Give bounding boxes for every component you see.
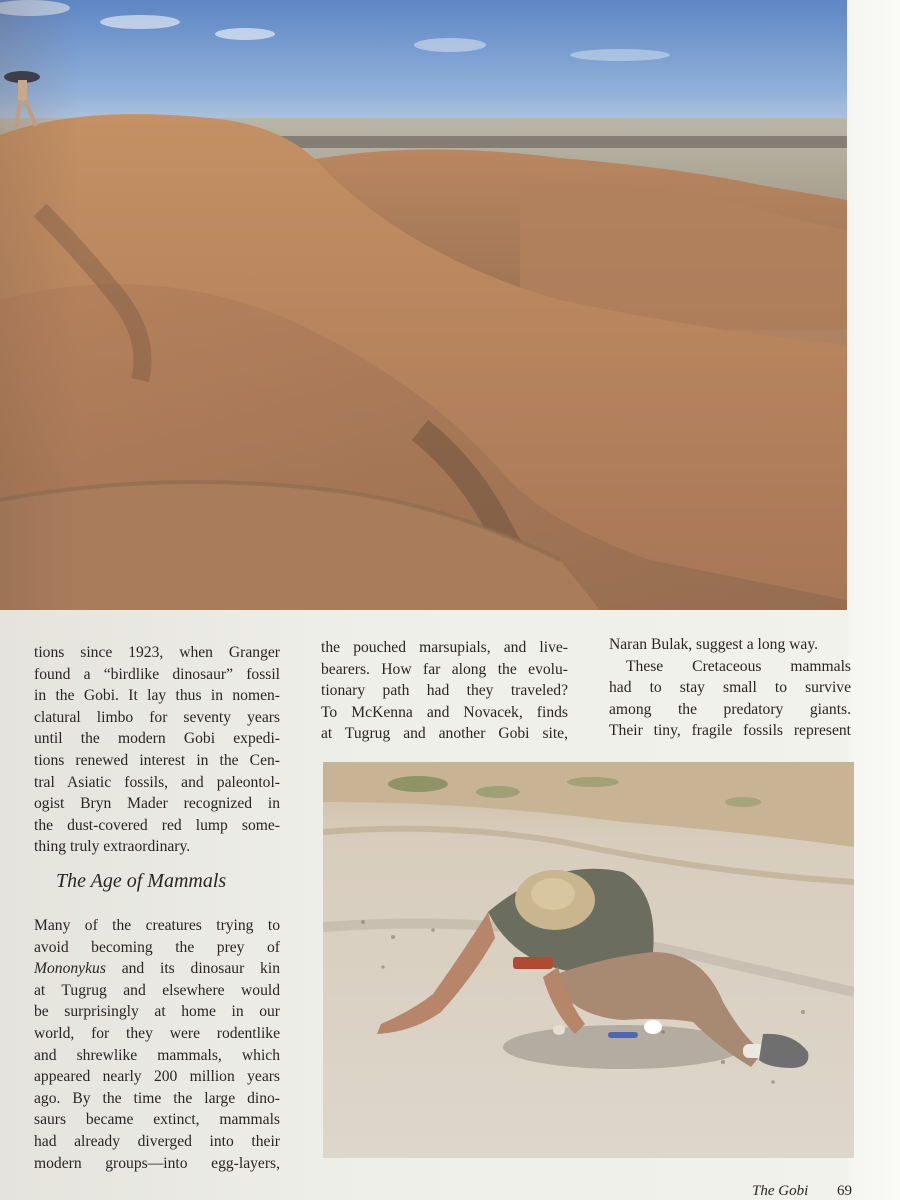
body-line: among the predatory giants.: [609, 700, 851, 718]
body-line: modern groups—into egg-layers,: [34, 1154, 280, 1172]
body-line: until the modern Gobi expedi-: [34, 730, 280, 748]
paleontologist-illustration: [323, 762, 854, 1158]
body-line: avoid becoming the prey of: [34, 938, 280, 956]
paragraph-first-line: These Cretaceous mammals: [626, 657, 851, 675]
body-line: at Tugrug and elsewhere would: [34, 981, 280, 999]
body-line: ago. By the time the large dino-: [34, 1089, 280, 1107]
body-line: tions renewed interest in the Cen-: [34, 751, 280, 769]
body-line: at Tugrug and another Gobi site,: [321, 725, 568, 743]
body-line: thing truly extraordinary.: [34, 838, 191, 856]
body-line: bearers. How far along the evolu-: [321, 660, 568, 678]
section-heading: The Age of Mammals: [56, 870, 227, 892]
body-line: tions since 1923, when Granger: [34, 644, 280, 661]
body-line: Many of the creatures trying to: [34, 917, 280, 934]
body-text-fragment: and its dinosaur kin: [105, 960, 280, 978]
body-line: had already diverged into their: [34, 1132, 280, 1150]
body-line: found a “birdlike dinosaur” fossil: [34, 665, 280, 683]
text-column-2: [321, 637, 568, 745]
body-line: To McKenna and Novacek, finds: [321, 703, 568, 721]
badlands-illustration: [0, 0, 847, 610]
body-line: be surprisingly at home in our: [34, 1003, 280, 1021]
body-line: saurs became extinct, mammals: [34, 1111, 280, 1129]
paleontologist-photo: [323, 762, 854, 1158]
body-line: ogist Bryn Mader recognized in: [34, 795, 280, 813]
running-title: The Gobi: [752, 1183, 809, 1199]
body-line: and shrewlike mammals, which: [34, 1046, 280, 1064]
page-number: 69: [837, 1183, 852, 1199]
body-line: the dust-covered red lump some-: [34, 816, 280, 834]
body-line: world, for they were rodentlike: [34, 1024, 280, 1042]
running-footer: [700, 1182, 860, 1200]
italic-genus-name: Mononykus: [34, 960, 106, 978]
body-line: Naran Bulak, suggest a long way.: [609, 636, 819, 653]
body-line: tral Asiatic fossils, and paleontol-: [34, 773, 280, 791]
body-line-with-italic: [34, 958, 280, 980]
body-line: appeared nearly 200 million years: [34, 1068, 280, 1086]
badlands-photo: [0, 0, 847, 610]
body-line: clatural limbo for seventy years: [34, 708, 280, 726]
text-column-3: [609, 634, 851, 742]
text-column-1-continued: [34, 915, 280, 1174]
text-column-1: [34, 642, 280, 858]
body-line: tionary path had they traveled?: [321, 682, 568, 700]
body-line: Their tiny, fragile fossils represent: [609, 722, 851, 740]
body-line: in the Gobi. It lay thus in nomen-: [34, 687, 280, 705]
body-line: the pouched marsupials, and live-: [321, 639, 568, 656]
body-line: had to stay small to survive: [609, 679, 851, 697]
page-margin: [848, 0, 900, 1200]
